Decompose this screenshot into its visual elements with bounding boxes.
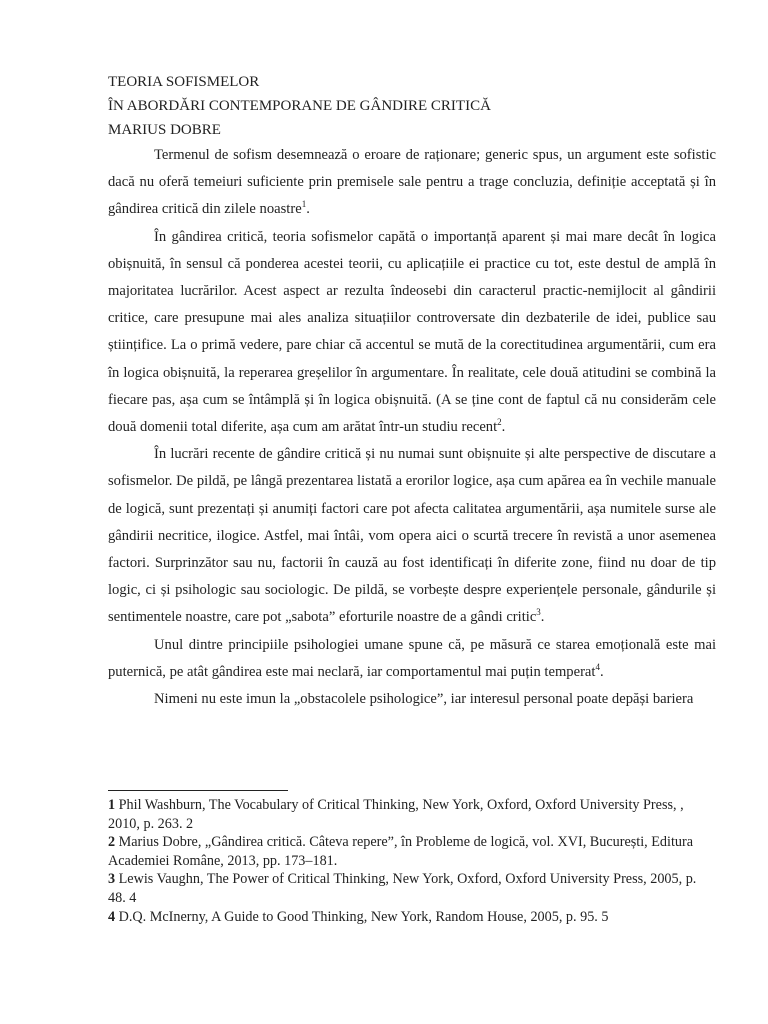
paragraph-end: .	[599, 663, 604, 680]
document-body	[108, 142, 716, 713]
document-title-line-1: TEORIA SOFISMELOR	[108, 74, 260, 90]
paragraph-4	[108, 632, 716, 686]
paragraph-text: Nimeni nu este imun la „obstacolele psihologice”, iar interesul personal poate depăși bariera	[154, 691, 694, 708]
footnote-2	[108, 833, 716, 870]
footnote-text: Lewis Vaughn, The Power of Critical Thinking, New York, Oxford, Oxford University Press, 2005, p. 48. 4	[108, 871, 697, 906]
footnote-ref-4[interactable]: 4	[595, 662, 600, 672]
footnote-ref-1[interactable]: 1	[301, 199, 307, 210]
footnotes	[108, 796, 716, 926]
footnote-text: Phil Washburn, The Vocabulary of Critical Thinking, New York, Oxford, Oxford University Press, , 2010, p. 263. 2	[108, 797, 684, 832]
footnote-number: 2	[108, 834, 116, 851]
paragraph-text: Unul dintre principiile psihologiei umane spune că, pe măsură ce starea emoțională este mai puternică, pe atât gândirea este mai neclară, iar comportamentul mai puțin temperat	[108, 636, 716, 680]
footnote-text: D.Q. McInerny, A Guide to Good Thinking, New York, Random House, 2005, p. 95. 5	[118, 908, 609, 925]
paragraph-text: În gândirea critică, teoria sofismelor capătă o importanță aparent și mai mare decât în logica obișnuită, în sensul că ponderea acestei teorii, cu aplicațiile ei practice cu tot, este destul de amplă în majoritatea lucrărilor. Acest aspect ar rezulta îndeosebi din caracterul practic-nemijlocit al gândirii critice, care presupune mai ales analiza situațiilor controversate din dezbaterile de idei, publice sau științifice. La o primă vedere, pare chiar că accentul se mută de la corectitudinea argumentării, cum era în logica obișnuită, la reperarea greșelilor în argumentare. În realitate, cele două atitudini se combină la fiecare pas, așa cum se întâmplă și în logica obișnuită. (A se ține cont de faptul că nu considerăm cele două domenii total diferite, așa cum am arătat într-un studiu recent	[108, 228, 716, 436]
footnote-number: 3	[108, 871, 116, 888]
footnote-ref-2[interactable]: 2	[497, 417, 502, 428]
paragraph-text: În lucrări recente de gândire critică și nu numai sunt obișnuite și alte perspective de discutare a sofismelor. De pildă, pe lângă prezentarea listată a erorilor logice, așa cum apărea ea în vechile manuale de logică, sunt prezentați și anumiți factori care pot afecta calitatea argumentării, așa numitele surse ale gândirii necritice, ilogice. Astfel, mai întâi, vom opera aici o scurtă trecere în revistă a unor asemenea factori. Surprinzător sau nu, factorii în cauză au fost identificați în diferite zone, fiind nu doar de tip logic, ci și psihologic sau sociologic. De pildă, se vorbește despre experiențele personale, gândurile și sentimentele noastre, care pot „sabota” eforturile noastre de a gândi critic	[108, 446, 716, 626]
footnote-separator	[108, 790, 288, 791]
footnote-3	[108, 870, 716, 907]
paragraph-1	[108, 142, 716, 224]
document-title-line-2: ÎN ABORDĂRI CONTEMPORANE DE GÂNDIRE CRITICĂ	[108, 98, 491, 114]
paragraph-end: .	[501, 419, 506, 436]
document-author: MARIUS DOBRE	[108, 122, 221, 138]
footnote-4	[108, 908, 716, 927]
paragraph-end: .	[306, 201, 310, 218]
footnote-text: Marius Dobre, „Gândirea critică. Câteva repere”, în Probleme de logică, vol. XVI, București, Editura Academiei Române, 2013, pp. 173–181.	[108, 834, 694, 869]
footnote-number: 1	[108, 797, 116, 813]
paragraph-5	[108, 686, 716, 713]
paragraph-text: Termenul de sofism desemnează o eroare de raționare; generic spus, un argument este sofistic dacă nu oferă temeiuri suficiente prin premisele sale pentru a trage concluzia, definiție acceptată și în gândirea critică din zilele noastre	[108, 147, 716, 218]
document-page	[108, 70, 716, 713]
footnote-number: 4	[108, 908, 116, 925]
footnote-1	[108, 796, 716, 833]
footnote-ref-3[interactable]: 3	[536, 607, 541, 618]
paragraph-3	[108, 441, 716, 631]
paragraph-2	[108, 224, 716, 442]
paragraph-end: .	[540, 609, 545, 626]
